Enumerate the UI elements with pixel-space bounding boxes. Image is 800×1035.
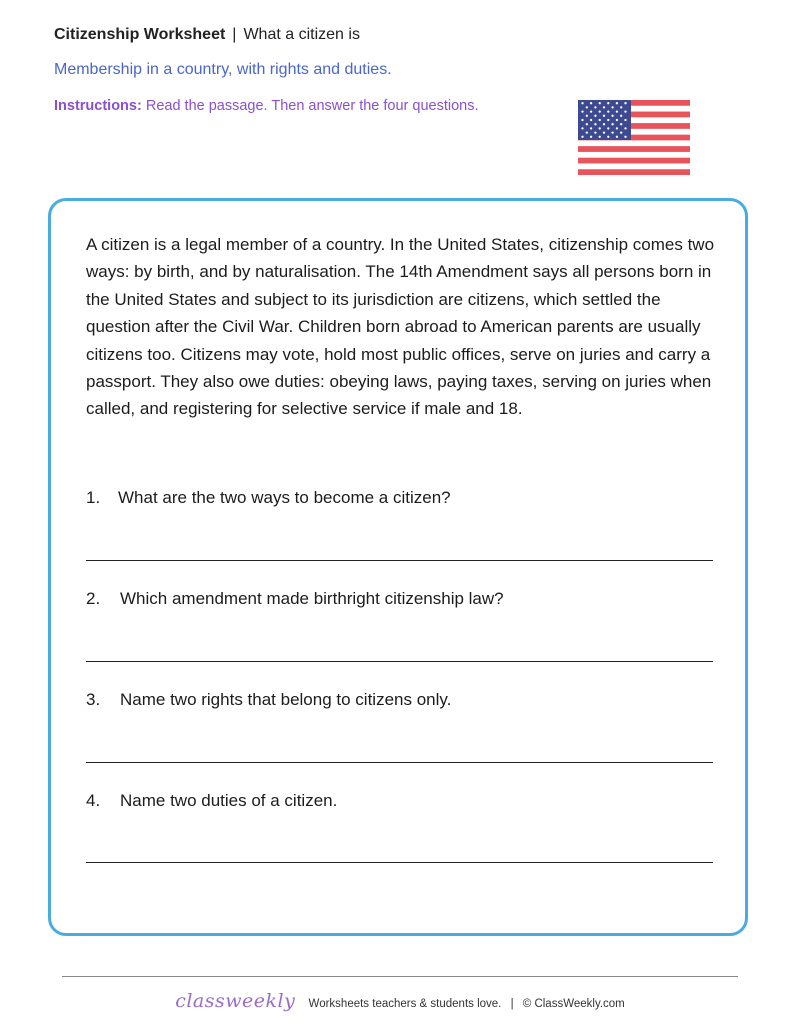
- flag-star: [586, 123, 588, 125]
- flag-star: [594, 131, 596, 133]
- flag-star: [594, 106, 596, 108]
- answer-line-3[interactable]: [86, 762, 713, 763]
- flag-star: [616, 136, 618, 138]
- answer-line-2[interactable]: [86, 661, 713, 662]
- flag-star: [624, 110, 626, 112]
- flag-star: [594, 123, 596, 125]
- instructions: [54, 98, 479, 114]
- question-text: Name two duties of a citizen.: [120, 791, 338, 810]
- flag-star: [607, 127, 609, 129]
- topic-text: What a citizen is: [243, 26, 360, 43]
- reading-passage: A citizen is a legal member of a country. In the United States, citizenship comes two ways: by birth, and by naturalisation. The 14th Amendment says all persons born in the United States and subject to its jurisdiction are citizens, which settled the question after the Civil War. Children born abroad to American parents are usually citizens too. Citizens may vote, hold most public offices, serve on juries and carry a passport. They also owe duties: obeying laws, paying taxes, serving on juries when called, and registering for selective service if male and 18.: [86, 235, 715, 419]
- flag-star: [620, 115, 622, 117]
- subtitle: Membership in a country, with rights and duties.: [54, 61, 392, 78]
- flag-star: [599, 119, 601, 121]
- worksheet-title: [54, 26, 360, 44]
- flag-stripe: [578, 146, 690, 152]
- flag-star: [616, 119, 618, 121]
- flag-star: [616, 127, 618, 129]
- question-text: Which amendment made birthright citizenship law?: [120, 589, 504, 608]
- question-text: What are the two ways to become a citizen?: [118, 488, 451, 507]
- flag-star: [603, 131, 605, 133]
- flag-stripe: [578, 152, 690, 158]
- footer: [0, 990, 800, 1012]
- question-number: 1.: [86, 488, 101, 507]
- flag-star: [603, 106, 605, 108]
- flag-stripe: [578, 158, 690, 164]
- question-2: [86, 589, 504, 609]
- question-number: 3.: [86, 690, 101, 709]
- flag-star: [616, 102, 618, 104]
- flag-star: [603, 115, 605, 117]
- flag-star: [611, 106, 613, 108]
- title-separator: |: [232, 26, 237, 43]
- flag-star: [586, 106, 588, 108]
- flag-stripe: [578, 140, 690, 146]
- flag-stripe: [578, 169, 690, 175]
- footer-tagline: Worksheets teachers & students love.: [308, 998, 502, 1010]
- flag-star: [581, 102, 583, 104]
- flag-star: [586, 115, 588, 117]
- flag-star: [620, 106, 622, 108]
- flag-star: [624, 127, 626, 129]
- flag-star: [590, 136, 592, 138]
- answer-line-1[interactable]: [86, 560, 713, 561]
- question-number: 2.: [86, 589, 101, 608]
- flag-star: [599, 136, 601, 138]
- flag-star: [581, 127, 583, 129]
- flag-star: [611, 115, 613, 117]
- us-flag-icon: [578, 100, 690, 175]
- flag-star: [581, 110, 583, 112]
- instructions-text: Read the passage. Then answer the four questions.: [145, 98, 479, 114]
- classweekly-logo: classweekly: [175, 990, 296, 1012]
- flag-star: [599, 110, 601, 112]
- flag-star: [607, 110, 609, 112]
- flag-star: [611, 123, 613, 125]
- flag-star: [590, 119, 592, 121]
- question-4: [86, 791, 337, 811]
- flag-star: [616, 110, 618, 112]
- flag-star: [603, 123, 605, 125]
- footer-copyright: © ClassWeekly.com: [522, 998, 625, 1010]
- flag-star: [607, 136, 609, 138]
- flag-star: [590, 127, 592, 129]
- flag-star: [624, 102, 626, 104]
- flag-star: [581, 119, 583, 121]
- flag-star: [590, 110, 592, 112]
- flag-star: [624, 136, 626, 138]
- flag-star: [586, 131, 588, 133]
- footer-divider: [62, 976, 738, 977]
- flag-star: [607, 119, 609, 121]
- flag-star: [624, 119, 626, 121]
- flag-stripe: [578, 163, 690, 169]
- question-text: Name two rights that belong to citizens only.: [120, 690, 452, 709]
- flag-star: [594, 115, 596, 117]
- flag-star: [611, 131, 613, 133]
- flag-star: [581, 136, 583, 138]
- answer-line-4[interactable]: [86, 862, 713, 863]
- flag-star: [620, 123, 622, 125]
- flag-star: [599, 102, 601, 104]
- title-text: Citizenship Worksheet: [54, 26, 226, 43]
- flag-star: [607, 102, 609, 104]
- flag-canton: [578, 100, 631, 140]
- flag-star: [599, 127, 601, 129]
- footer-separator: |: [510, 998, 514, 1010]
- question-number: 4.: [86, 791, 101, 810]
- question-3: [86, 690, 451, 710]
- question-1: [86, 488, 451, 508]
- flag-star: [590, 102, 592, 104]
- flag-star: [620, 131, 622, 133]
- instructions-label: Instructions:: [54, 98, 142, 114]
